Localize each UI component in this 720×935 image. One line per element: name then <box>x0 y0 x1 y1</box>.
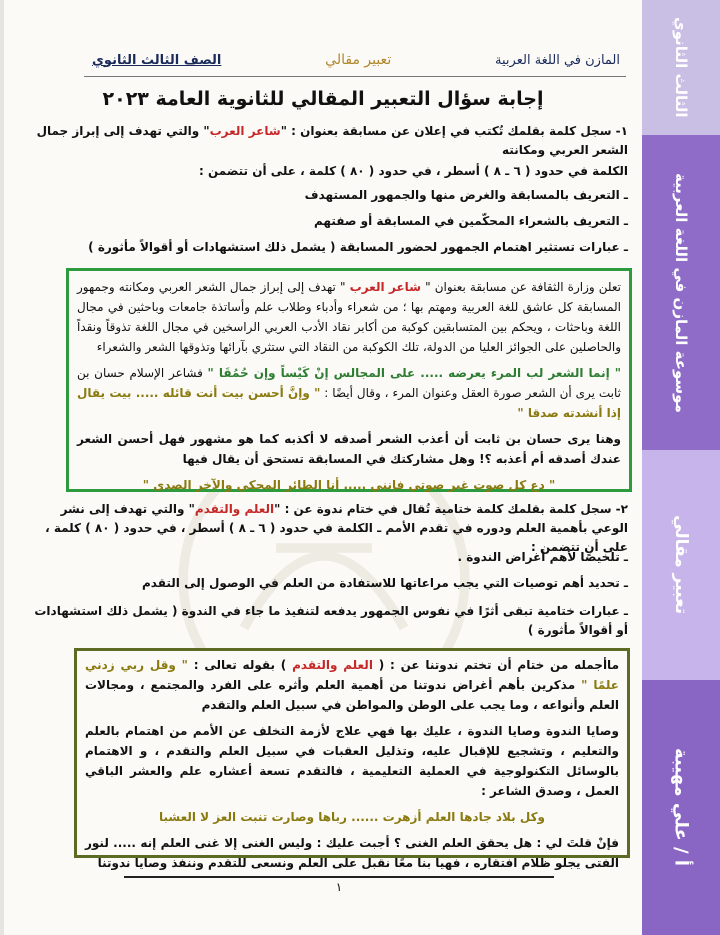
answer-2-paragraph: ماأجمله من ختام أن تختم ندوتنا عن : ( العلم والتقدم ) بقوله تعالى : " وقل ربي زدني علمًا " مذكرين بأهم أغراض ندوتنا من أهمية العلم وأثره على الفرد والمجتمع ، ومجالات العلم وأنواعه ، وما يجب على الوطن والمواطن في سبيل العلم والتقدم <box>85 658 619 712</box>
document-page <box>4 0 720 935</box>
page-content <box>4 0 642 935</box>
question-2-point: ـ عبارات ختامية تبقى أثرًا في نفوس الجمهور يدفعه لتنفيذ ما جاء في الندوة ( يشمل ذلك استشهادات أو أقوالاً مأثورة ) <box>34 604 628 637</box>
side-banner-grade: الثالث الثانوي <box>642 0 720 135</box>
answer-1-box <box>66 268 632 492</box>
question-2-theme: العلم والتقدم <box>194 502 275 516</box>
answer-2-box <box>74 648 630 870</box>
header-grade: الصف الثالث الثانوي <box>92 52 222 68</box>
answer-1-paragraph: " إنما الشعر لب المرء يعرضه ..... على المجالس إنْ كَيْساً وإن حُمُقَا " فشاعر الإسلام حسان بن ثابت يرى أن الشعر صورة العقل وعنوان المرء ، وقال أيضًا : " وإنَّ أحسن بيت أنت قائله ..... بيت يقال إذا أنشدته صدقا " <box>77 366 622 420</box>
side-banner-author: أ / علي مهيبة <box>642 680 720 935</box>
question-1-theme: شاعر العرب <box>209 124 281 138</box>
answer-1-paragraph: وهنا يرى حسان بن ثابت أن أعذب الشعر أصدقه لا أكذبه كما هو مشهور فهل أحسن الشعر عندك أصدقه أم أعذبه ؟! وهل مشاركتك في المسابقة تستحق أن يقال فيها <box>77 432 621 466</box>
question-1-point: ـ عبارات تستثير اهتمام الجمهور لحضور المسابقة ( يشمل ذلك استشهادات أو أقوالاً مأثورة ) <box>88 240 628 254</box>
question-1: ١- سجل كلمة بقلمك تُكتب في إعلان عن مسابقة بعنوان : "شاعر العرب" والتي تهدف إلى إبراز جمال الشعر العربي ومكانته <box>36 124 628 157</box>
side-banner-topic: تعبير مقالي <box>642 450 720 680</box>
question-1-point: ـ التعريف بالمسابقة والغرض منها والجمهور المستهدف <box>304 188 628 202</box>
answer-2-paragraph: فإنْ قلتَ لي : هل يحقق العلم الغنى ؟ أجبت عليك : وليس الغنى إلا غنى العلم إنه ..... لنور الفتى يجلو ظلام افتقاره ، فهيا بنا معًا نقبل على العلم ونسعى للتقدم وننفذ وصايا ندوتنا <box>85 836 619 870</box>
footer-divider <box>124 876 554 878</box>
answer-2-paragraph: وصايا الندوة وصايا الندوة ، عليك بها فهي علاج لأزمة التخلف عن الأمم من اهتمام بالعلم والتعليم ، وتشجيع للإقبال عليه، وتذليل العقبات في سبيل العلم والتقدم ، و الاهتمام بالوسائل التكنولوجية في العملية التعليمية ، فالتقدم تسعة أعشاره علم والعشر الباقي العمل ، وصدق الشاعر : <box>85 724 619 798</box>
question-2: ٢- سجل كلمة بقلمك كلمة ختامية تُقال في ختام ندوة عن : "العلم والتقدم" والتي تهدف إلى نشر الوعي بأهمية العلم ودوره في تقدم الأمم ـ الكلمة في حدود ( ٦ ـ ٨ ) أسطر ، في حدود ( ٨٠ ) كلمة ، على أن تتضمن : <box>45 502 628 554</box>
page-header <box>92 48 620 72</box>
question-1-point: ـ التعريف بالشعراء المحكّمين في المسابقة أو صفتهم <box>314 214 628 228</box>
side-banner-encyclopedia: موسوعة المازن في اللغة العربية <box>642 135 720 450</box>
header-book: المازن في اللغة العربية <box>495 52 620 68</box>
side-banner <box>642 0 720 935</box>
answer-1-verse: " دع كل صوت غير صوتي فإنني ..... أنا الطائر المحكي والآخر الصدى " <box>142 478 556 492</box>
header-divider <box>84 76 626 77</box>
question-2-point: ـ تلخيصًا لأهم أغراض الندوة . <box>457 550 628 564</box>
question-1-limits: الكلمة في حدود ( ٦ ـ ٨ ) أسطر ، في حدود ( ٨٠ ) كلمة ، على أن تتضمن : <box>199 164 628 178</box>
answer-2-verse: وكل بلاد جادها العلم أزهرت ...... رباها وصارت تنبت العز لا العشبا <box>158 810 545 824</box>
page-number: ١ <box>335 880 343 894</box>
page-title: إجابة سؤال التعبير المقالي للثانوية العامة ٢٠٢٣ <box>102 88 544 110</box>
question-2-point: ـ تحديد أهم توصيات التي يجب مراعاتها للاستفادة من العلم في الوصول إلى التقدم <box>142 576 628 590</box>
header-subject: تعبير مقالي <box>325 52 392 68</box>
answer-1-paragraph: تعلن وزارة الثقافة عن مسابقة بعنوان " شاعر العرب " تهدف إلى إبراز جمال الشعر العربي ومكانته وجمهور المسابقة كل عاشق للغة العربية ومهتم بها ؛ من شعراء وأدباء وطلاب علم وأساتذة جامعات وباحثين في مجال اللغة وباحثات ، ويحكم بين المتسابقين كوكبة من أكابر نقاد الأدب العربي الراسخين في مجال اللغة تذوقاً ونقداً والحاصلين على الجوائز العليا من الدولة، تلك الكوكبة من النقاد التي ستثري بآرائها وتذوقها الشعر والشعراء <box>77 280 622 354</box>
